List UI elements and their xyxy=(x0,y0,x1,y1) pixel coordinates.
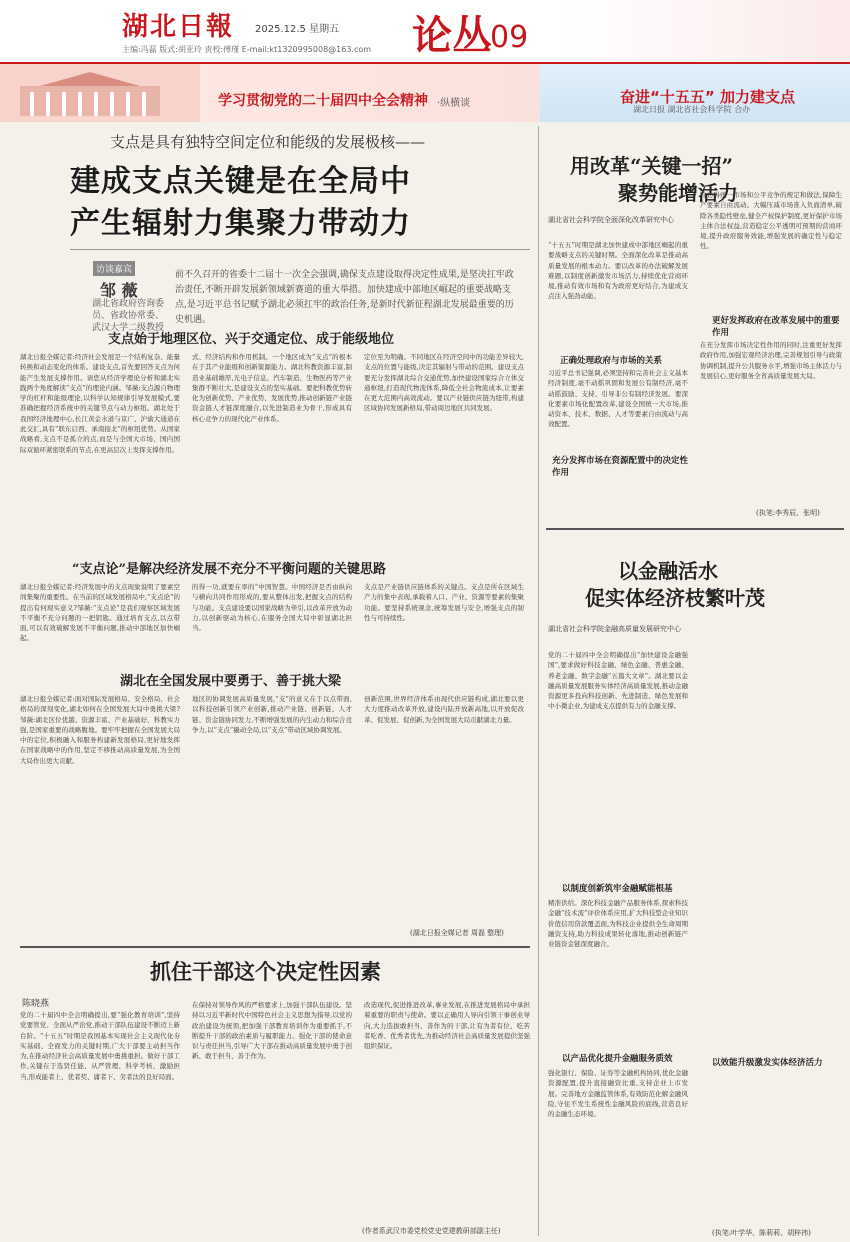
body-column: “十五五”时期是湖北加快建成中部地区崛起的重要战略支点的关键时期。全面深化改革是推动高质量发展的根本动力。要以改革的办法破解发展难题,以制度创新激发市场活力,持续优化营商环境,推动有效市场和有为政府更好结合,为建成支点注入强劲动能。 xyxy=(548,241,688,301)
body-column: 习近平总书记强调,必须坚持和完善社会主义基本经济制度,毫不动摇巩固和发展公有制经济,毫不动摇鼓励、支持、引导非公有制经济发展。要深化要素市场化配置改革,建设全国统一大市场,推动资本、技术、数据、人才等要素自由流动与高效配置。 xyxy=(548,369,688,429)
body-column: 支点是产业链供应链体系的关键点。支点是所在区域生产力的集中表现,承载着人口、产业、资源等要素的集聚功能。要坚持系统观念,统筹发展与安全,增强支点的韧性与可持续性。 xyxy=(364,583,524,622)
right-article-1-subhead-3: 更好发挥政府在改革发展中的重要作用 xyxy=(712,316,840,338)
right-article-2-byline: 湖北省社会科学院金融高质量发展研究中心 xyxy=(548,625,681,633)
body-column: 湖北日报全媒记者:经济发展中的支点现象说明了要素空间集聚的重要性。在当前的区域发展格局中,“支点论”的提出有何现实意义?邹薇:“支点论”是我们观察区域发展不平衡不充分问题的一把钥匙。通过培育支点,以点带面,可以有效破解发展不平衡问题,推动中部地区加快崛起。 xyxy=(20,583,180,643)
right-article-1-byline: 湖北省社会科学院全面深化改革研究中心 xyxy=(548,216,674,224)
banner-tag: ·纵横谈 xyxy=(437,98,471,109)
article-credit: (湖北日报全媒记者 周磊 整理) xyxy=(410,929,504,937)
banner-title: 学习贯彻党的二十届四中全会精神 xyxy=(218,93,428,109)
body-column: 湖北日报全媒记者:面对国际发展格局、安全格局、社会格局的深刻变化,湖北如何在全国发展大局中勇挑大梁?邹薇:湖北区位优越、资源丰富、产业基础好、科教实力强,是国家重要的战略腹地。要牢牢把握在全国发展大局中的定位,积极融入和服务构建新发展格局,更好地发挥在国家战略中的作用,坚定不移推动高质量发展,为全国大局作出更大贡献。 xyxy=(20,695,180,765)
body-column: 式、经济结构和作用机制。一个地区成为“支点”的根本在于其产业能级和创新策源能力。湖北科教资源丰富,制造业基础雄厚,光电子信息、汽车制造、生物医药等产业集群不断壮大,是建设支点的坚实基础。要把科教优势转化为创新优势、产业优势、发展优势,推动创新链产业链资金链人才链深度融合,以先进制造业为骨干,形成具有核心竞争力的现代化产业体系。 xyxy=(192,353,352,423)
author-name: 邹 薇 xyxy=(100,281,138,300)
right-banner-title: 奋进“十五五” 加力建支点 xyxy=(620,88,795,106)
right-article-1-headline-line-2: 聚势能增活力 xyxy=(618,181,738,205)
right-article-2-subhead-2: 以产品优化提升金融服务质效 xyxy=(562,1054,673,1064)
section-heading-1: 支点始于地理区位、兴于交通定位、成于能级地位 xyxy=(108,332,395,347)
body-column: 党的二十届四中全会明确提出“加快建设金融强国”,要求做好科技金融、绿色金融、普惠金融、养老金融、数字金融“五篇大文章”。湖北要以金融高质量发展服务实体经济高质量发展,推动金融资源更多投向科技创新、先进制造、绿色发展和中小微企业,为建成支点提供有力的金融支撑。 xyxy=(548,651,688,711)
second-article-credit: (作者系武汉市委党校党史党建教研部副主任) xyxy=(362,1227,501,1235)
body-column: 改造现代,促进推进改革,事业发展,在推进发展格局中承担着重要的职责与使命。要以正确用人导向引领干事创业导向,大力选拔敢担当、善作为的干部,让有为者有位、吃苦者吃香、优秀者优先,为推动经济社会高质量发展提供坚强组织保证。 xyxy=(364,1001,530,1051)
column-separator xyxy=(538,126,539,1236)
divider xyxy=(20,946,530,948)
right-article-1-credit: (执笔:李秀辰、张明) xyxy=(756,509,820,517)
issue-date: 2025.12.5 星期五 xyxy=(255,24,340,35)
right-article-2-subhead-3: 以效能升级激发实体经济活力 xyxy=(712,1058,823,1068)
newspaper-logo: 湖北日報 xyxy=(122,12,235,42)
right-article-2-subhead-1: 以制度创新筑牢金融赋能根基 xyxy=(562,884,673,894)
body-column: 定位至为明确。不同地区在经济空间中的功能差异较大,支点的位置与能级,决定其辐射与带动的范围。建设支点要充分发挥湖北综合交通优势,加快建设国家综合立体交通枢纽,打造现代物流体系,降低全社会物流成本,让要素在更大范围内高效流动。要以产业链供应链为纽带,构建区域协同发展新格局,带动周边地区共同发展。 xyxy=(364,353,524,413)
article-kicker: 支点是具有独特空间定位和能级的发展极核—— xyxy=(110,133,426,151)
header-ornament xyxy=(560,0,850,62)
body-column: 湖北日报全媒记者:经济社会发展是一个结构复杂、能量转换和动态变化的体系。建设支点,首先要回答支点为何能产生发展支撑作用。请您从经济学理论分析和湖北实践两个角度解读“支点”的理论内涵。邹薇:支点源自物理学的杠杆和能级理论,以科学认知规律引导发展模式,要准确把握经济系统中的关键节点与动力枢纽。湖北处于我国经济地理中心,长江黄金水道与京广、沪渝大通道在此交汇,具有“联东启西、承南接北”的枢纽优势。从国家战略看,支点不是孤立的点,而是与全国大市场、国内国际双循环紧密联系的节点,在更高层次上发挥支撑作用。 xyxy=(20,353,180,454)
body-column: 精准供给。深化科技金融产品服务体系,探索科技金融“技术流”评价体系应用,扩大科技型企业知识价值信用贷款覆盖面,为科技企业提供全生命周期融资支持,助力科技成果转化落地,推动创新链产业链资金链深度融合。 xyxy=(548,899,688,949)
body-column: 除妨碍统一市场和公平竞争的规定和做法,保障生产要素自由流动。大幅压减市场准入负面清单,破除各类隐性壁垒,健全产权保护制度,更好保护市场主体合法权益,营造稳定公平透明可预期的营商环境,提升政府服务效能,增强发展的确定性与稳定性。 xyxy=(700,191,842,251)
article-headline-line-1: 建成支点关键是在全局中 xyxy=(70,164,411,199)
article-intro: 前不久召开的省委十二届十一次全会强调,确保支点建设取得决定性成果,是坚决扛牢政治责任,不断开辟发展新领域新赛道的重大举措。加快建成中部地区崛起的重要战略支点,是习近平总书记赋予湖北必须扛牢的政治任务,是新时代新征程湖北发展最重要的历史机遇。 xyxy=(175,270,514,325)
body-column: 的得一功,就要在率的“中国智慧。中国经济是否由纵向与横向共同作用形成的,要从整体出发,把握支点的结构与功能。支点建设要以国家战略为牵引,以改革开放为动力,以创新驱动为核心,在服务全国大局中彰显湖北担当。 xyxy=(192,583,352,633)
right-article-2-credit: (执笔:叶学华、陈莉莉、胡梓祎) xyxy=(712,1229,811,1237)
body-column: 在保持对领导作风的严格要求上,加强干部队伍建设。坚持以习近平新时代中国特色社会主义思想为指导,以党的政治建设为统领,把加强干部教育培训作为重要抓手,不断提升干部的政治素质与履职能力。强化干部的使命意识与责任担当,引导广大干部在推动高质量发展中勇于创新、敢于担当、善于作为。 xyxy=(192,1001,352,1061)
right-article-2-headline-line-2: 促实体经济枝繁叶茂 xyxy=(585,586,765,610)
interview-badge: 访谈嘉宾 xyxy=(93,261,135,276)
body-column-placeholder xyxy=(700,624,842,1044)
divider xyxy=(70,249,530,250)
author-title: 湖北省政府咨询委员、省政协常委、武汉大学二级教授 xyxy=(91,299,164,333)
article-headline-line-2: 产生辐射力集聚力带动力 xyxy=(70,206,411,241)
right-article-1-subhead-2: 充分发挥市场在资源配置中的决定性作用 xyxy=(552,456,689,478)
editor-credits: 主编:冯磊 版式:胡亚玲 责校:傅瑾 E-mail:kt1320995008@163.com xyxy=(122,45,372,54)
body-column: 强化银行、保险、证券等金融机构协同,优化金融资源配置,提升直接融资比重,支持企业上市发展。完善地方金融监管体系,有效防范化解金融风险,守住不发生系统性金融风险的底线,营造良好的金融生态环境。 xyxy=(548,1069,688,1119)
page-number: 09 xyxy=(490,20,529,55)
divider xyxy=(546,528,844,530)
section-heading-2: “支点论”是解决经济发展不充分不平衡问题的关键思路 xyxy=(72,562,386,577)
section-title: 论丛 xyxy=(412,12,492,59)
body-column: 在充分发挥市场决定性作用的同时,注重更好发挥政府作用,加强宏观经济治理,完善规划引导与政策协调机制,提升公共服务水平,增强市场主体活力与发展信心,更好服务全省高质量发展大局。 xyxy=(700,341,842,380)
right-article-2-headline-line-1: 以金融活水 xyxy=(618,559,718,583)
body-column: 创新范围,世界经济体系由现代供应链构成,湖北要以更大力度推动改革开放,建设内陆开放新高地,以开放促改革、促发展、促创新,为全国发展大局贡献湖北力量。 xyxy=(364,695,524,724)
body-column: 党的二十届四中全会明确提出,要“强化教育培训”,坚持党要管党、全面从严治党,推动干部队伍建设不断迈上新台阶。“十五五”时期是我国基本实现社会主义现代化夯实基础、全面发力的关键时期,广大干部要主动担当作为,在推动经济社会高质量发展中勇挑重担。做好干部工作,关键在于选贤任能、从严管理、科学考核、激励担当,形成能者上、优者奖、庸者下、劣者汰的良好局面。 xyxy=(20,1011,180,1081)
right-article-1-subhead-1: 正确处理政府与市场的关系 xyxy=(560,356,663,366)
right-article-1-headline-line-1: 用改革“关键一招” xyxy=(570,154,734,178)
section-heading-3: 湖北在全国发展中要勇于、善于挑大梁 xyxy=(120,674,342,689)
building-illustration xyxy=(0,64,200,122)
second-article-byline: 陈晓燕 xyxy=(22,999,50,1009)
body-column: 地区的协调发展高质量发展,“支”的意义在于以点带面,以科技创新引领产业创新,推动产业链、创新链、人才链、资金链协同发力,不断增强发展的内生动力和综合竞争力,以“支点”撬动全局,以“支点”带动区域协调发展。 xyxy=(192,695,352,734)
second-article-headline: 抓住干部这个决定性因素 xyxy=(150,959,381,984)
right-banner-subtitle: 湖北日报 湖北省社会科学院 合办 xyxy=(633,105,751,114)
